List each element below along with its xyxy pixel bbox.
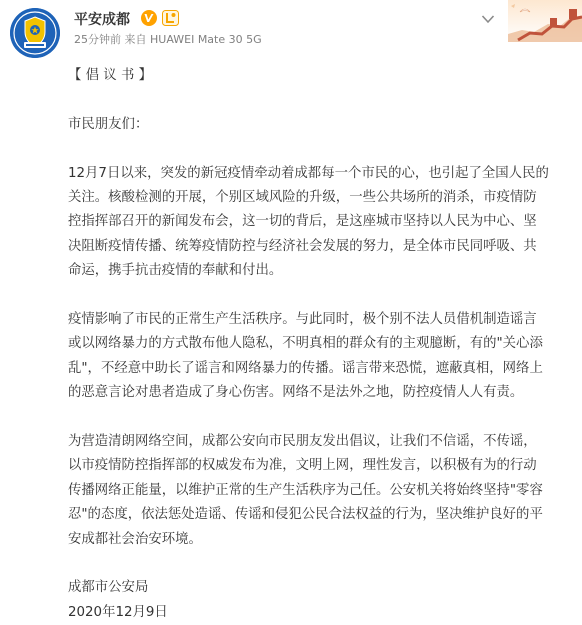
paragraph-line: 为营造清朗网络空间，成都公安向市民朋友发出倡议，让我们不信谣，不传谣，	[68, 434, 537, 450]
paragraph-3	[68, 430, 574, 552]
paragraph-line: 命运，携手抗击疫情的奉献和付出。	[68, 263, 283, 279]
post-time[interactable]: 25分钟前	[74, 33, 121, 46]
paragraph-line: 疫情影响了市民的正常生产生活秩序。与此同时，极个别不法人员借机制造谣言	[68, 312, 537, 328]
level-badge-icon[interactable]	[162, 10, 179, 26]
article-heading: 【 倡 议 书 】	[68, 68, 152, 83]
paragraph-line: 以市疫情防控指挥部的权威发布为准，文明上网，理性发言，以积极有为的行动	[68, 458, 537, 474]
source-prefix: 来自	[124, 33, 147, 46]
paragraph-1	[68, 162, 574, 284]
paragraph-line: 传播网络正能量，以维护正常的生产生活秩序为己任。公安机关将始终坚持"零容	[68, 482, 543, 498]
post-content	[68, 64, 574, 625]
paragraph-line: 忍"的态度，依法惩处造谣、传谣和侵犯公民合法权益的行为，坚决维护良好的平	[68, 507, 543, 523]
paragraph-line: 或以网络暴力的方式散布他人隐私，不明真相的群众有的主观臆断，有的"关心添	[68, 336, 543, 352]
paragraph-line: 决阻断疫情传播、统筹疫情防控与经济社会发展的努力，是全体市民同呼吸、共	[68, 238, 537, 254]
verified-icon	[140, 9, 158, 27]
chevron-down-icon[interactable]	[481, 14, 495, 24]
paragraph-2	[68, 308, 574, 406]
article-signature: 成都市公安局	[68, 580, 149, 596]
police-badge-icon	[10, 8, 60, 58]
post-meta	[74, 31, 262, 47]
avatar[interactable]	[10, 8, 60, 58]
post-source-device[interactable]: HUAWEI Mate 30 5G	[150, 33, 262, 46]
paragraph-line: 安成都社会治安环境。	[68, 531, 202, 547]
paragraph-line: 12月7日以来，突发的新冠疫情牵动着成都每一个市民的心，也引起了全国人民的	[68, 165, 549, 181]
article-date: 2020年12月9日	[68, 604, 168, 620]
great-wall-banner	[508, 0, 582, 42]
post-header	[0, 0, 582, 68]
paragraph-line: 关注。核酸检测的开展，个别区域风险的升级，一些公共场所的消杀，市疫情防	[68, 190, 537, 205]
paragraph-line: 控指挥部召开的新闻发布会，这一切的背后，是这座城市坚持以人民为中心、坚	[68, 214, 537, 230]
article-salutation: 市民朋友们：	[68, 116, 149, 132]
author-name[interactable]: 平安成都	[74, 12, 130, 28]
paragraph-line: 的恶意言论对患者造成了身心伤害。网络不是法外之地，防控疫情人人有责。	[68, 385, 524, 401]
paragraph-line: 乱"，不经意中助长了谣言和网络暴力的传播。谣言带来恐慌，遮蔽真相，网络上	[68, 360, 543, 376]
